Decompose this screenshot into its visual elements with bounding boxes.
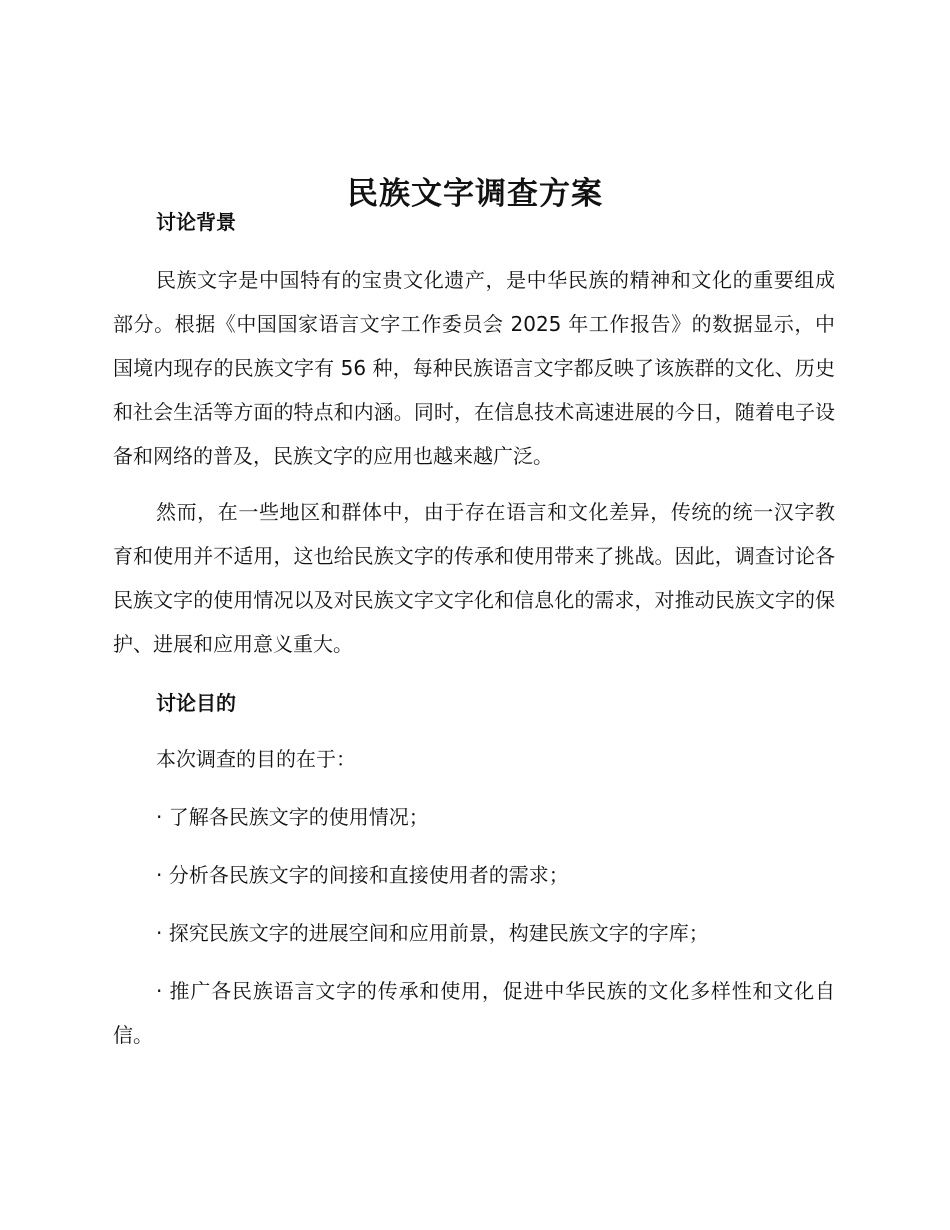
section-purpose — [113, 681, 835, 1057]
background-paragraph-2: 然而，在一些地区和群体中，由于存在语言和文化差异，传统的统一汉字教育和使用并不适用，这也给民族文字的传承和使用带来了挑战。因此，调查讨论各民族文字的使用情况以及对民族文字文字化和信息化的需求，对推动民族文字的保护、进展和应用意义重大。 — [113, 500, 835, 656]
document-title: 民族文字调查方案 — [347, 175, 603, 212]
purpose-list-item: · 分析各民族文字的间接和直接使用者的需求； — [156, 863, 569, 887]
section-background — [113, 200, 835, 666]
purpose-list-item: · 了解各民族文字的使用情况； — [156, 805, 429, 829]
purpose-list-item: · 探究民族文字的进展空间和应用前景，构建民族文字的字库； — [156, 921, 709, 945]
purpose-intro: 本次调查的目的在于： — [156, 747, 356, 771]
purpose-list-item: · 推广各民族语言文字的传承和使用，促进中华民族的文化多样性和文化自信。 — [113, 979, 835, 1047]
section-heading-purpose: 讨论目的 — [156, 691, 236, 715]
section-heading-background: 讨论背景 — [156, 210, 236, 234]
background-paragraph-1: 民族文字是中国特有的宝贵文化遗产，是中华民族的精神和文化的重要组成部分。根据《中国国家语言文字工作委员会 2025 年工作报告》的数据显示，中国境内现存的民族文字有 56 种，每种民族语言文字都反映了该族群的文化、历史和社会生活等方面的特点和内涵。同时，在信息技术高速进展的今日，随着电子设备和网络的普及，民族文字的应用也越来越广泛。 — [113, 268, 835, 468]
document-body — [113, 200, 835, 1057]
